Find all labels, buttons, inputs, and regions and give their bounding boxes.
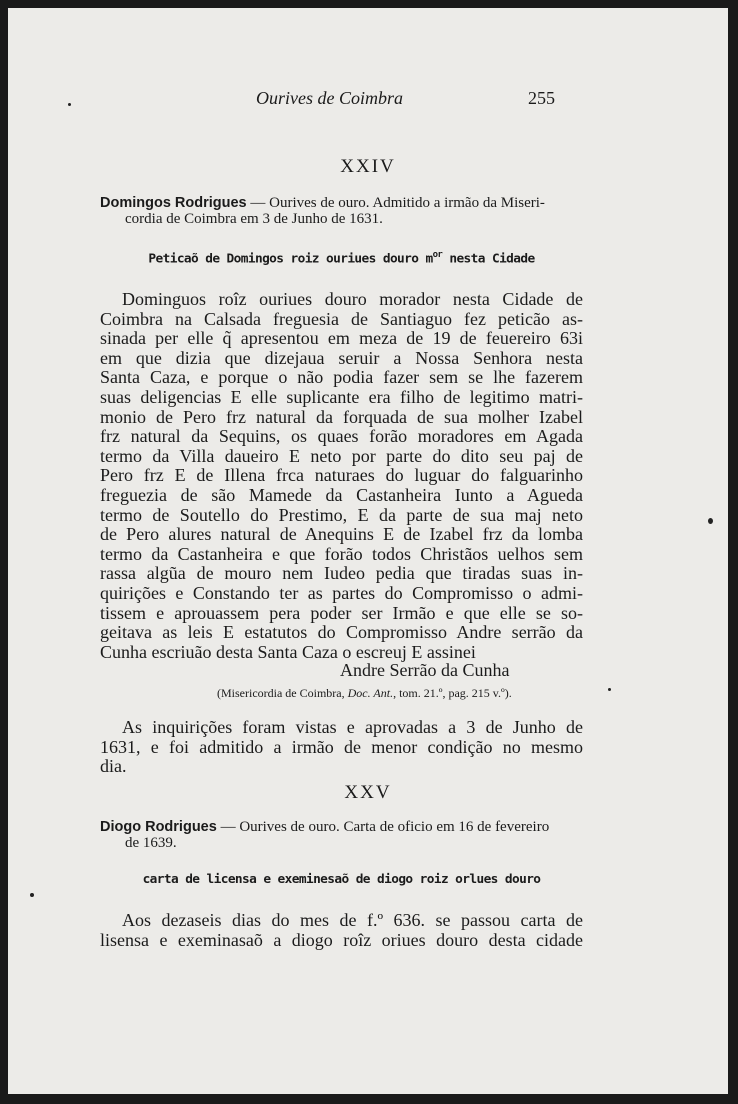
entry-summary: — Ourives de ouro. Carta de oficio em 16 de fevereiro [216,819,550,835]
page-number: 255 [528,88,555,108]
running-head-title: Ourives de Coimbra [256,88,403,108]
transcription-xxv [100,911,583,950]
running-head [8,88,728,110]
text-line: Coimbra na Calsada freguesia de Santiaguo fez peticão as- [100,308,583,329]
text-line: rassa algũa de mouro nem Iudeo pedia que tiradas suas in- [100,563,583,584]
entry-summary-cont: de 1639. [125,835,177,851]
entry-name: Domingos Rodrigues [100,195,247,211]
text-line: geitava as leis E estatutos do Compromisso Andre serrão da [100,622,583,643]
text-line: Dominguos roîz ouriues douro morador nesta Cidade de [122,289,583,309]
entry-summary: — Ourives de ouro. Admitido a irmão da Miseri- [246,195,545,211]
text-line: dia. [100,756,127,777]
text-line: termo da Villa daueiro E neto por parte do dito seu paj de [100,445,583,466]
text-line: termo de Soutello do Prestimo, E da parte de sua maj neto [100,504,583,525]
text-line: tissem e aprouassem pera poder ser Irmão e que elle se so- [100,602,583,623]
text-line: em que dizia que dizejaua seruir a Nossa Senhora nesta [100,347,583,368]
section-numeral-xxiv: XXIV [340,156,396,177]
signature: Andre Serrão da Cunha [340,660,510,680]
subtitle-superscript: or [432,250,443,260]
text-line: freguezia de são Mamede da Castanheira Iunto a Agueda [100,484,583,505]
transcription-xxiv [100,290,583,662]
scan-speck [68,103,71,106]
entry-heading-xxiv [100,195,583,227]
text-line: 1631, e foi admitido a irmão de menor condição no mesmo [100,736,583,757]
entry-summary-cont: cordia de Coimbra em 3 de Junho de 1631. [125,211,383,227]
text-line: Aos dezaseis dias do mes de f.º 636. se passou carta de [122,910,583,930]
text-line: sinada per elle q̃ apresentou em meza de 19 de feuereiro 63i [100,328,583,349]
scan-speck [708,518,713,524]
document-subtitle-xxv: carta de licensa e exeminesaõ de diogo roiz orlues douro [142,872,541,887]
document-subtitle-xxiv [100,250,583,266]
text-line: As inquirições foram vistas e aprovadas a 3 de Junho de [122,717,583,737]
text-line: Pero frz E de Illena frca naturaes do luguar do falguarinho [100,465,583,486]
text-line: suas deligencias E elle suplicante era filho de legitimo matri- [100,386,583,407]
text-line: monio de Pero frz natural da forquada de sua molher Izabel [100,406,583,427]
text-line: frz natural da Sequins, os quaes forão moradores em Agada [100,426,583,447]
editorial-note [100,718,583,777]
source-citation: (Misericordia de Coimbra, Doc. Ant., tom. 21.º, pag. 215 v.º). [217,686,512,700]
text-line: Santa Caza, e porque o não podia fazer sem se lhe fazerem [100,367,583,388]
scan-speck [608,688,611,691]
text-line: quirições e Constando ter as partes do Compromisso o admi- [100,582,583,603]
text-line: de Pero alures natural de Anequins E de Izabel frz da lomba [100,524,583,545]
document-page [8,8,728,1094]
section-numeral-xxv: XXV [344,782,392,803]
text-line: lisensa e exeminasaõ a diogo roîz oriues douro desta cidade [100,929,583,950]
text-line: termo da Castanheira e que forão todos Christãos uelhos sem [100,543,583,564]
subtitle-text-end: nesta Cidade [442,251,535,267]
subtitle-text: Peticaõ de Domingos roiz ouriues douro m [148,251,433,267]
scan-speck [30,893,34,897]
text-line: Cunha escriuão desta Santa Caza o escreuj E assinei [100,641,476,662]
entry-heading-xxv [100,819,583,851]
entry-name: Diogo Rodrigues [100,819,217,835]
